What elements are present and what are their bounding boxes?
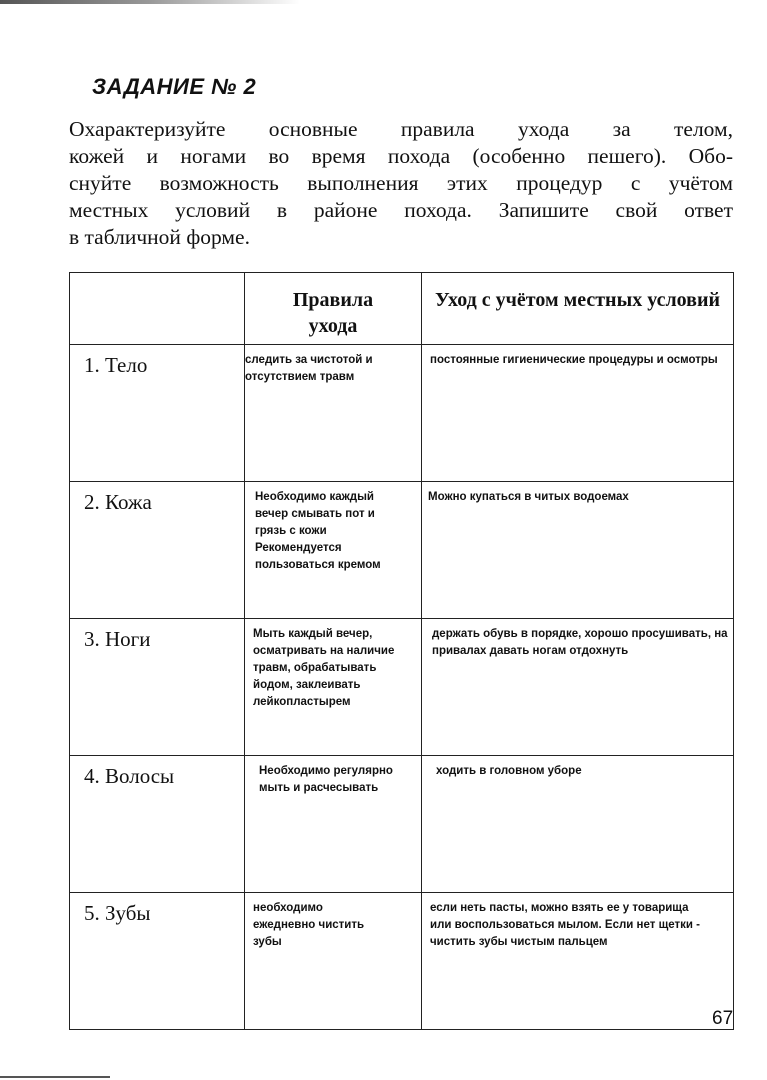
answer-line: Необходимо каждый	[255, 491, 374, 503]
row-label-text: 3. Ноги	[84, 627, 151, 651]
rules-cell	[245, 619, 422, 756]
answer-line: ежедневно чистить	[253, 919, 365, 931]
answer-line: лейкопластырем	[253, 696, 351, 708]
table-header	[70, 273, 734, 345]
rules-cell	[245, 893, 422, 1030]
task-line: местных условий в районе похода. Запишите свой ответ	[69, 198, 733, 222]
table-row	[70, 756, 734, 893]
answer-line: осматривать на наличие	[253, 645, 395, 657]
answer-line: мыть и расчесывать	[259, 782, 379, 794]
row-label	[70, 482, 245, 619]
rules-cell	[245, 756, 422, 893]
local-cell	[422, 893, 734, 1030]
answer-line: отсутствием травм	[245, 371, 355, 383]
answer-line: Можно купаться в читых водоемах	[428, 491, 629, 503]
answer-line: или воспользоваться мылом. Если нет щетки -	[430, 919, 700, 931]
header-local-text: Уход с учётом местных условий	[434, 289, 721, 311]
answer-line: следить за чистотой и	[245, 354, 373, 366]
header-empty	[70, 273, 245, 345]
header-rules-text: Правила ухода	[292, 289, 374, 337]
header-rules	[245, 273, 422, 345]
answer-line: зубы	[253, 936, 282, 948]
answer-line: постоянные гигиенические процедуры и осмотры	[430, 354, 718, 366]
row-label-text: 1. Тело	[84, 353, 148, 377]
scan-edge	[0, 0, 300, 4]
row-label-text: 2. Кожа	[84, 490, 152, 514]
answer-line: йодом, заклеивать	[253, 679, 361, 691]
table-row	[70, 893, 734, 1030]
row-label	[70, 345, 245, 482]
answer-line: если неть пасты, можно взять ее у товарища	[430, 902, 689, 914]
answer-line: чистить зубы чистым пальцем	[430, 936, 608, 948]
answer-line: грязь с кожи	[255, 525, 327, 537]
rules-cell	[245, 482, 422, 619]
answer-line: Необходимо регулярно	[259, 765, 393, 777]
answer-line: привалах давать ногам отдохнуть	[432, 645, 629, 657]
answer-table	[69, 272, 734, 1030]
answer-line: ходить в головном уборе	[436, 765, 582, 777]
row-label-text: 4. Волосы	[84, 764, 175, 788]
answer-line: пользоваться кремом	[255, 559, 381, 571]
answer-line: Рекомендуется	[255, 542, 342, 554]
header-local	[422, 273, 734, 345]
answer-line: Мыть каждый вечер,	[253, 628, 373, 640]
row-label	[70, 893, 245, 1030]
local-cell	[422, 345, 734, 482]
page-number: 67	[712, 1008, 734, 1029]
task-text	[69, 116, 733, 251]
scan-edge	[0, 1076, 110, 1078]
rules-cell	[245, 345, 422, 482]
answer-line: вечер смывать пот и	[255, 508, 375, 520]
table-row	[70, 482, 734, 619]
local-cell	[422, 756, 734, 893]
table-row	[70, 345, 734, 482]
task-line: снуйте возможность выполнения этих процедур с учётом	[69, 171, 733, 195]
row-label	[70, 756, 245, 893]
local-cell	[422, 482, 734, 619]
row-label-text: 5. Зубы	[84, 901, 151, 925]
task-line: кожей и ногами во время похода (особенно пешего). Обо-	[69, 144, 733, 168]
row-label	[70, 619, 245, 756]
answer-line: держать обувь в порядке, хорошо просушивать, на	[432, 628, 728, 640]
task-line: в табличной форме.	[69, 225, 250, 249]
task-title: ЗАДАНИЕ № 2	[92, 74, 257, 99]
table-row	[70, 619, 734, 756]
answer-line: травм, обрабатывать	[253, 662, 377, 674]
answer-line: необходимо	[253, 902, 323, 914]
task-line: Охарактеризуйте основные правила ухода за телом,	[69, 117, 733, 141]
local-cell	[422, 619, 734, 756]
